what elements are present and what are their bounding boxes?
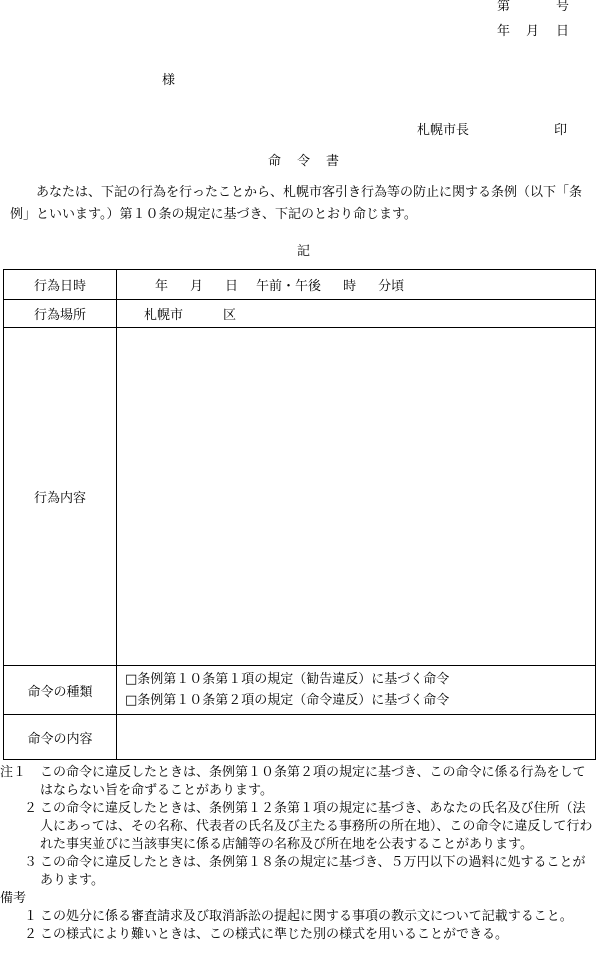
place-city: 札幌市: [144, 308, 184, 323]
ki-label: 記: [297, 244, 311, 259]
datetime-year: 年: [155, 279, 169, 294]
value-order-content: [117, 715, 596, 760]
note-item-2: [0, 800, 598, 854]
value-order-type: [117, 666, 596, 715]
note-item-1: [0, 764, 598, 800]
order-type-option-1[interactable]: □条例第１０条第１項の規定（勧告違反）に基づく命令: [125, 672, 450, 687]
remark-item-1: [0, 908, 598, 926]
value-place: [117, 300, 596, 328]
seal-mark: 印: [554, 123, 568, 138]
date-month-label: 月: [526, 24, 540, 39]
remark-mark-2: ２: [24, 927, 38, 942]
datetime-hour: 時: [343, 279, 357, 294]
row-order-content: [4, 715, 596, 760]
title-char-2: 令: [297, 154, 311, 169]
datetime-day: 日: [225, 279, 239, 294]
title-char-1: 命: [268, 154, 282, 169]
remark-text-1: この処分に係る審査請求及び取消訴訟の提起に関する事項の教示文について記載すること。: [40, 909, 573, 924]
order-type-option-2[interactable]: □条例第１０条第２項の規定（命令違反）に基づく命令: [125, 693, 450, 708]
note-mark-3: ３: [24, 855, 38, 870]
label-datetime: 行為日時: [4, 270, 117, 300]
document-title: [268, 155, 339, 168]
row-datetime: [4, 270, 596, 300]
date-day-label: 日: [556, 24, 570, 39]
note-heading: 注１: [0, 765, 27, 780]
label-order-type: 命令の種類: [4, 666, 117, 715]
note-mark-2: ２: [24, 801, 38, 816]
label-content: 行為内容: [4, 328, 117, 666]
row-order-type: [4, 666, 596, 715]
number-label-go: 号: [556, 0, 570, 14]
number-label-dai: 第: [497, 0, 511, 14]
note-text-3: この命令に違反したときは、条例第１８条の規定に基づき、５万円以下の過料に処することがあります。: [40, 855, 586, 888]
order-table: [3, 269, 596, 760]
note-item-3: [0, 854, 598, 890]
issuer-name: 札幌市長: [417, 123, 470, 138]
value-content: [117, 328, 596, 666]
remarks-heading: 備考: [0, 891, 27, 906]
label-order-content: 命令の内容: [4, 715, 117, 760]
note-text-1: この命令に違反したときは、条例第１０条第２項の規定に基づき、この命令に係る行為をしてはならない旨を命ずることがあります。: [40, 765, 586, 798]
value-datetime: [117, 270, 596, 300]
remark-text-2: この様式により難いときは、この様式に準じた別の様式を用いることができる。: [40, 927, 509, 942]
datetime-minute: 分頃: [378, 279, 405, 294]
title-char-3: 書: [326, 154, 340, 169]
date-year-label: 年: [497, 24, 511, 39]
row-content: [4, 328, 596, 666]
remark-mark-1: １: [24, 909, 38, 924]
order-paragraph: あなたは、下記の行為を行ったことから、札幌市客引き行為等の防止に関する条例（以下「条例」といいます。）第１０条の規定に基づき、下記のとおり命じます。: [10, 185, 583, 222]
row-place: [4, 300, 596, 328]
datetime-month: 月: [190, 279, 204, 294]
place-ward: 区: [223, 308, 237, 323]
note-text-2: この命令に違反したときは、条例第１２条第１項の規定に基づき、あなたの氏名及び住所（法人にあっては、その名称、代表者の氏名及び主たる事務所の所在地）、この命令に違反して行われた事実並びに当該事実に係る店舗等の名称及び所在地を公表することがあります。: [40, 801, 593, 852]
addressee-suffix: 様: [162, 73, 176, 88]
label-place: 行為場所: [4, 300, 117, 328]
datetime-ampm: 午前・午後: [256, 279, 322, 294]
notes-section: [0, 764, 598, 944]
remark-item-2: [0, 926, 598, 944]
